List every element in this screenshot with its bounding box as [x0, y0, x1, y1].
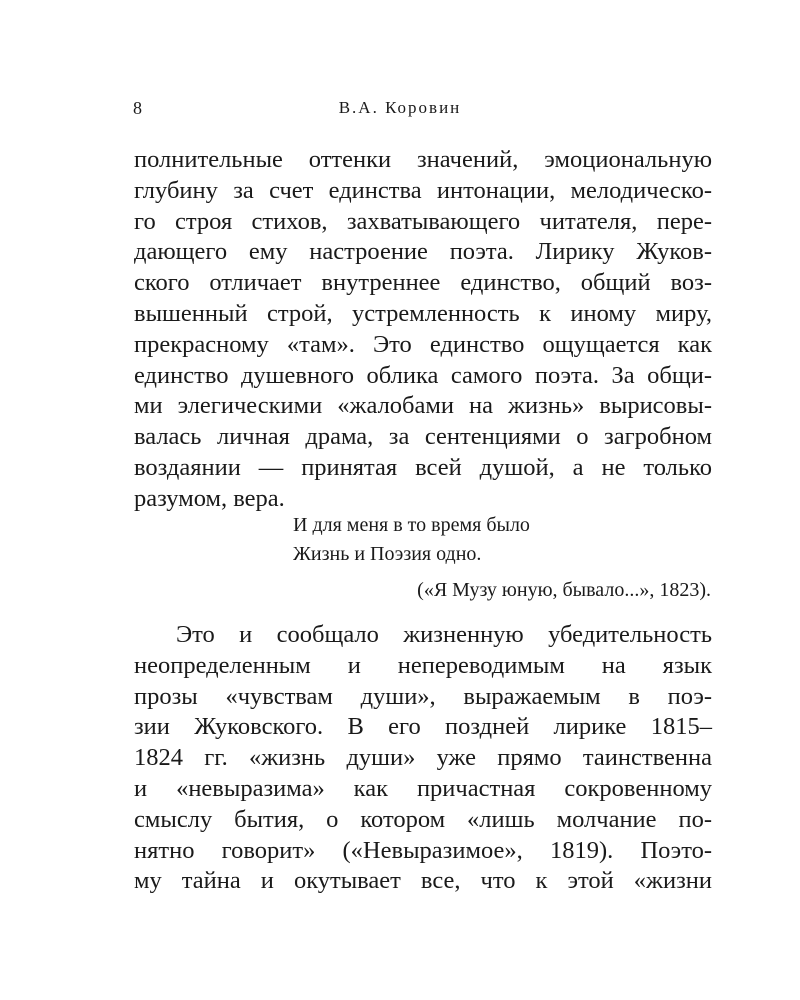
text-line: неопределенным и непереводимым на язык — [134, 651, 712, 679]
text-line: Это и сообщало жизненную убедительность — [176, 621, 712, 648]
text-line: разумом, вера. — [134, 484, 285, 512]
text-line: вышенный строй, устремленность к иному миру, — [134, 299, 712, 327]
paragraph-1 — [134, 145, 712, 515]
text-line: нятно говорит» («Невыразимое», 1819). Поэто- — [134, 836, 712, 864]
text-line: валась личная драма, за сентенциями о загробном — [134, 423, 712, 451]
verse-quote — [293, 511, 530, 569]
text-line: му тайна и окутывает все, что к этой «жизни — [134, 867, 712, 895]
text-line: ского отличает внутреннее единство, общий воз- — [134, 269, 712, 297]
paragraph-2 — [134, 620, 712, 897]
text-line: полнительные оттенки значений, эмоциональную — [134, 146, 712, 173]
page-number: 8 — [133, 98, 143, 118]
text-line: зии Жуковского. В его поздней лирике 1815– — [134, 713, 712, 741]
verse-line: Жизнь и Поэзия одно. — [293, 543, 482, 565]
text-line: прекрасному «там». Это единство ощущается как — [134, 330, 712, 358]
text-line: дающего ему настроение поэта. Лирику Жуков- — [134, 238, 712, 266]
running-head: В.А. Коровин — [338, 98, 462, 117]
text-line: глубину за счет единства интонации, мелодическо- — [134, 176, 712, 204]
text-line: ми элегическими «жалобами на жизнь» вырисовы- — [134, 392, 712, 420]
verse-line: И для меня в то время было — [293, 514, 530, 536]
text-line: воздаянии — принятая всей душой, а не только — [134, 453, 712, 481]
text-line: и «невыразима» как причастная сокровенному — [134, 774, 712, 802]
text-line: единство душевного облика самого поэта. За общи- — [134, 361, 712, 389]
text-line: прозы «чувствам души», выражаемым в поэ- — [134, 682, 712, 710]
text-line: го строя стихов, захватывающего читателя, пере- — [134, 207, 712, 235]
verse-source: («Я Музу юную, бывало...», 1823). — [417, 579, 711, 601]
text-line: 1824 гг. «жизнь души» уже прямо таинственна — [134, 744, 712, 772]
text-line: смыслу бытия, о котором «лишь молчание по- — [134, 805, 712, 833]
